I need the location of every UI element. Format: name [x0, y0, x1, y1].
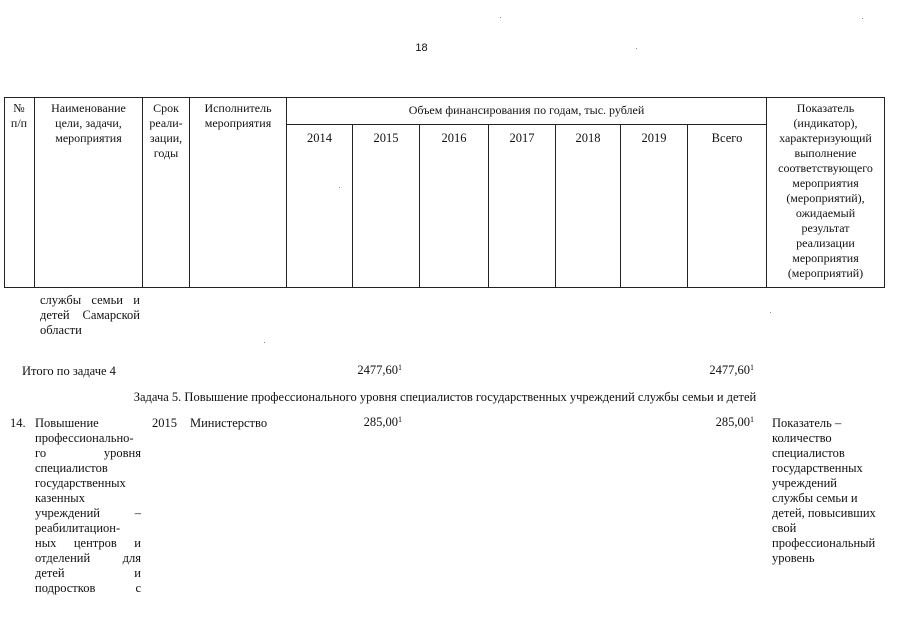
header-executor: Исполнитель мероприятия: [204, 101, 272, 130]
vline-9: [620, 124, 621, 288]
header-name: Наименование цели, задачи, мероприятия: [51, 101, 126, 145]
row14-num: 14.: [10, 416, 26, 430]
header-finance: Объем финансирования по годам, тыс. рублей: [408, 103, 645, 117]
vline-10: [687, 124, 688, 288]
header-indicator: Показатель (индикатор), характеризующий выполнение соответствующего мероприятия (мероприятий), ожидаемый результат реализации мероприятия (мероприятий): [778, 101, 873, 280]
vline-6: [419, 124, 420, 288]
header-year-2019: 2019: [641, 131, 667, 145]
header-year-2018: 2018: [575, 131, 601, 145]
header-term: Срок реали- зации, годы: [149, 101, 183, 160]
vline-8: [555, 124, 556, 288]
total-task4-total: 2477,60$^1$: [709, 363, 754, 377]
row14-term: 2015: [152, 416, 177, 430]
scan-speck: [500, 17, 501, 18]
scan-speck: [770, 312, 771, 313]
header-num: № п/п: [10, 101, 28, 130]
row14-name: Повышение профессионально- го уровня специалистов государственных казенных учреждений – реабилитацион- ных центров и отделений для детей и подростков с: [35, 416, 141, 595]
header-year-2015: 2015: [373, 131, 399, 145]
header-year-2014: 2014: [307, 131, 332, 145]
page-number: 18: [415, 42, 428, 54]
total-task4-label: Итого по задаче 4: [22, 364, 116, 378]
vline-5: [352, 124, 353, 288]
task5-heading: Задача 5. Повышение профессионального уровня специалистов государственных учреждений службы семьи и детей: [133, 390, 757, 404]
continuation-text: службы семьи и детей Самарской области: [40, 293, 140, 337]
total-task4-2015: 2477,60$^1$: [357, 363, 402, 377]
header-year-2017: 2017: [509, 131, 535, 145]
table-bottom-border: [4, 287, 884, 288]
scan-speck: [339, 187, 340, 188]
row14-total: 285,00$^1$: [715, 415, 754, 429]
header-year-total: Всего: [711, 131, 743, 145]
row14-indicator: Показатель – количество специалистов государственных учреждений службы семьи и детей, повысивших свой профессиональный уровень: [772, 416, 876, 565]
vline-12: [884, 97, 885, 288]
finance-subheader-line: [286, 124, 766, 125]
vline-7: [488, 124, 489, 288]
scan-speck: [862, 18, 863, 19]
table-top-border: [4, 97, 884, 98]
scan-speck: [636, 48, 637, 49]
row14-executor: Министерство: [190, 416, 268, 430]
vline-4: [286, 97, 287, 288]
row14-2015: 285,00$^1$: [363, 415, 402, 429]
scan-speck: [264, 342, 265, 343]
header-year-2016: 2016: [441, 131, 467, 145]
